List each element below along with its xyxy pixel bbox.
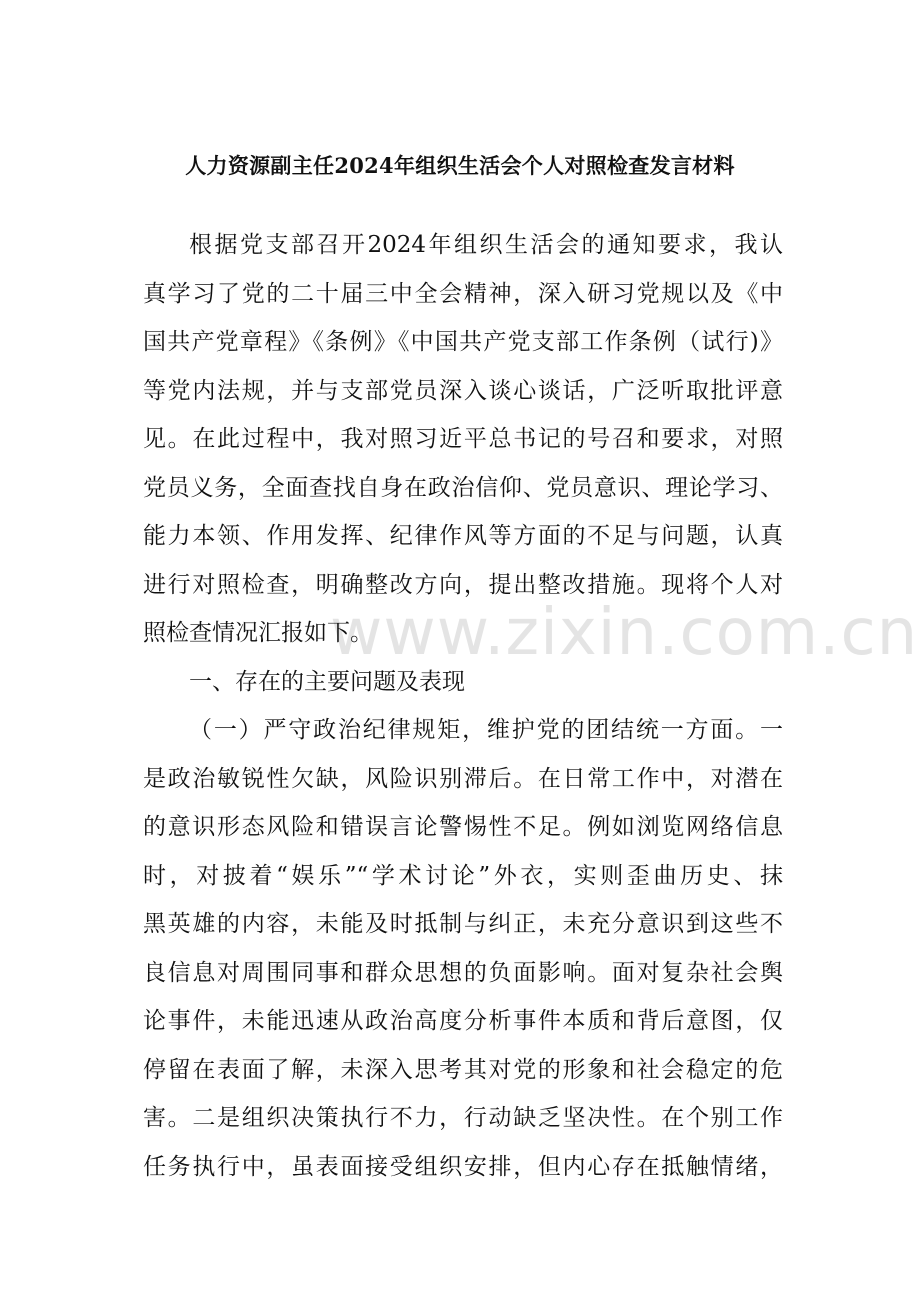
paragraph-line: 进行对照检查，明确整改方向，提出整改措施。现将个人对 — [143, 571, 783, 598]
paragraph-line: 见。在此过程中，我对照习近平总书记的号召和要求，对照 — [143, 426, 783, 452]
paragraph-line: 根据党支部召开2024年组织生活会的通知要求，我认 — [189, 232, 783, 258]
document-body — [143, 221, 783, 1191]
paragraph-line: 真学习了党的二十届三中全会精神，深入研习党规以及《中 — [143, 280, 783, 307]
document-title: 人力资源副主任2024年组织生活会个人对照检查发言材料 — [185, 153, 735, 178]
watermark: www.zixin.com.cn — [330, 596, 919, 670]
paragraph-line: 等党内法规，并与支部党员深入谈心谈话，广泛听取批评意 — [143, 377, 783, 404]
paragraph-line: 照检查情况汇报如下。 — [143, 620, 373, 646]
paragraph-line: 能力本领、作用发挥、纪律作风等方面的不足与问题，认真 — [143, 523, 783, 549]
paragraph-line: 停留在表面了解，未深入思考其对党的形象和社会稳定的危 — [143, 1056, 783, 1083]
section-heading: 一、存在的主要问题及表现 — [189, 668, 465, 695]
paragraph-line: 国共产党章程》《条例》《中国共产党支部工作条例（试行)》 — [143, 329, 783, 355]
paragraph-line: 论事件，未能迅速从政治高度分析事件本质和背后意图，仅 — [143, 1008, 783, 1034]
paragraph-line: 黑英雄的内容，未能及时抵制与纠正，未充分意识到这些不 — [143, 911, 783, 937]
paragraph-line: 党员义务，全面查找自身在政治信仰、党员意识、理论学习、 — [143, 474, 783, 501]
paragraph-line: 是政治敏锐性欠缺，风险识别滞后。在日常工作中，对潜在 — [143, 765, 783, 792]
paragraph-line: 任务执行中，虽表面接受组织安排，但内心存在抵触情绪， — [143, 1153, 783, 1180]
paragraph-line: 的意识形态风险和错误言论警惕性不足。例如浏览网络信息 — [143, 814, 783, 840]
paragraph-line: 时，对披着“娱乐”“学术讨论”外衣，实则歪曲历史、抹 — [143, 862, 783, 889]
paragraph-line: （一）严守政治纪律规矩，维护党的团结统一方面。一 — [189, 717, 783, 743]
paragraph-line: 良信息对周围同事和群众思想的负面影响。面对复杂社会舆 — [143, 959, 783, 986]
paragraph-line: 害。二是组织决策执行不力，行动缺乏坚决性。在个别工作 — [143, 1105, 783, 1131]
